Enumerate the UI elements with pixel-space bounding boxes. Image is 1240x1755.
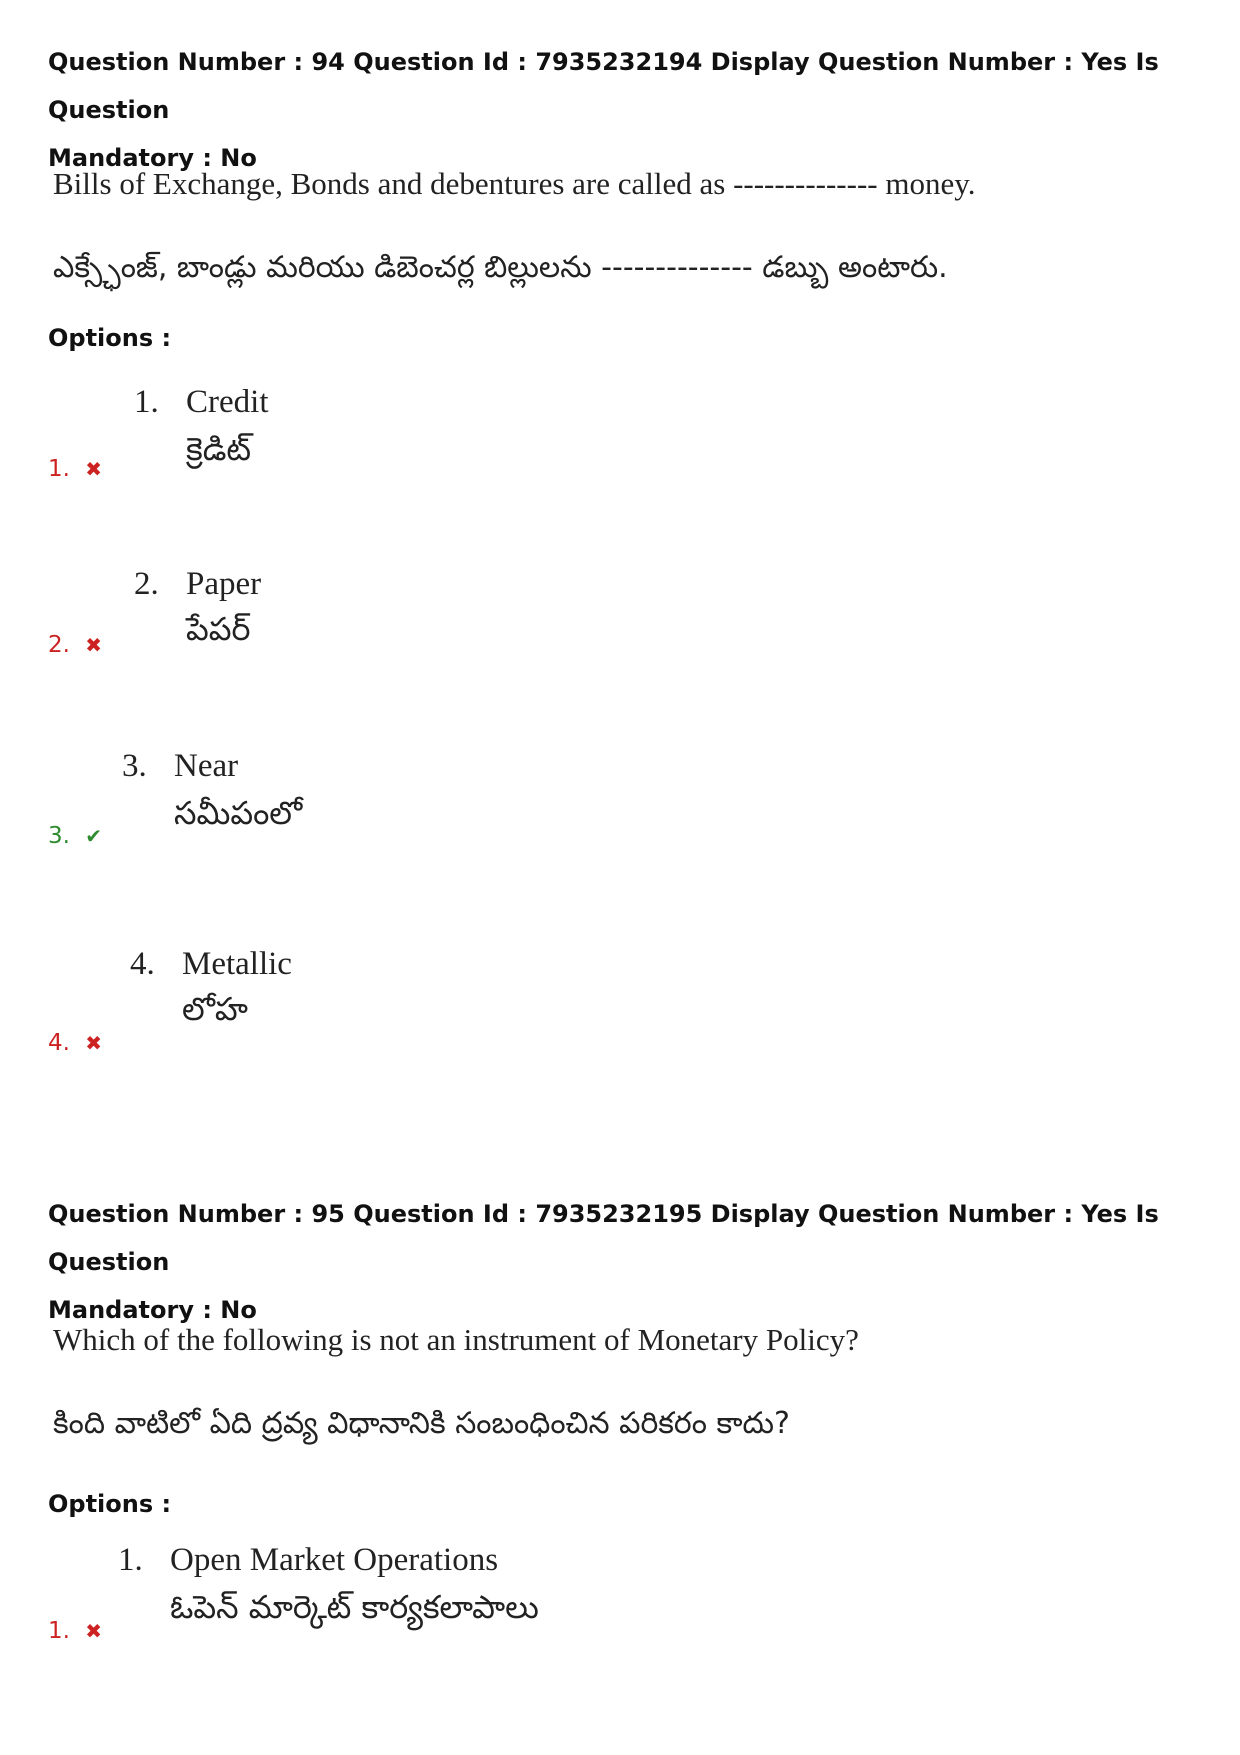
option-text-telugu: ఓపెన్ మార్కెట్ కార్యకలాపాలు <box>170 1588 539 1626</box>
question-header <box>48 38 1208 182</box>
option-number: 2. <box>134 566 159 602</box>
cross-icon: ✖ <box>85 457 103 481</box>
option-index: 1. <box>48 1618 70 1644</box>
option-text-english: Credit <box>186 384 269 420</box>
options-label: Options : <box>48 1490 172 1518</box>
question-header-line-2: Mandatory : No <box>48 1296 257 1324</box>
option-status-marker <box>48 823 102 849</box>
cross-icon: ✖ <box>85 1619 103 1643</box>
question-text-english: Which of the following is not an instrument of Monetary Policy? <box>53 1322 859 1357</box>
options-label: Options : <box>48 324 172 352</box>
option-number: 4. <box>130 946 155 982</box>
option-number: 1. <box>134 384 159 420</box>
option-text-english: Metallic <box>182 946 292 982</box>
question-header-line-2: Mandatory : No <box>48 144 257 172</box>
option-text-english: Near <box>174 748 239 784</box>
question-text-telugu: కింది వాటిలో ఏది ద్రవ్య విధానానికి సంబంధించిన పరికరం కాదు? <box>53 1406 790 1441</box>
option-status-marker <box>48 1030 102 1056</box>
option-status-marker <box>48 632 102 658</box>
option-text-telugu: సమీపంలో <box>174 794 303 832</box>
option-text-telugu: పేపర్ <box>186 610 251 648</box>
option-number: 3. <box>122 748 147 784</box>
option-text-telugu: లోహ <box>182 990 248 1028</box>
option-index: 2. <box>48 632 70 658</box>
option-status-marker <box>48 456 102 482</box>
option-number: 1. <box>118 1542 143 1578</box>
cross-icon: ✖ <box>85 1031 103 1055</box>
question-text-telugu: ఎక్స్ఛేంజ్, బాండ్లు మరియు డిబెంచర్ల బిల్లులను -------------- డబ్బు అంటారు. <box>53 250 948 285</box>
option-text-english: Open Market Operations <box>170 1542 499 1578</box>
cross-icon: ✖ <box>85 633 103 657</box>
question-text-english: Bills of Exchange, Bonds and debentures are called as -------------- money. <box>53 166 976 201</box>
question-header-line-1: Question Number : 94 Question Id : 7935232194 Display Question Number : Yes Is Question <box>48 48 1159 124</box>
option-index: 4. <box>48 1030 70 1056</box>
option-status-marker <box>48 1618 102 1644</box>
option-index: 1. <box>48 456 70 482</box>
question-header <box>48 1190 1208 1334</box>
option-index: 3. <box>48 823 70 849</box>
question-header-line-1: Question Number : 95 Question Id : 7935232195 Display Question Number : Yes Is Question <box>48 1200 1159 1276</box>
option-text-telugu: క్రెడిట్ <box>186 430 252 468</box>
option-text-english: Paper <box>186 566 262 602</box>
check-icon: ✔ <box>85 824 103 848</box>
